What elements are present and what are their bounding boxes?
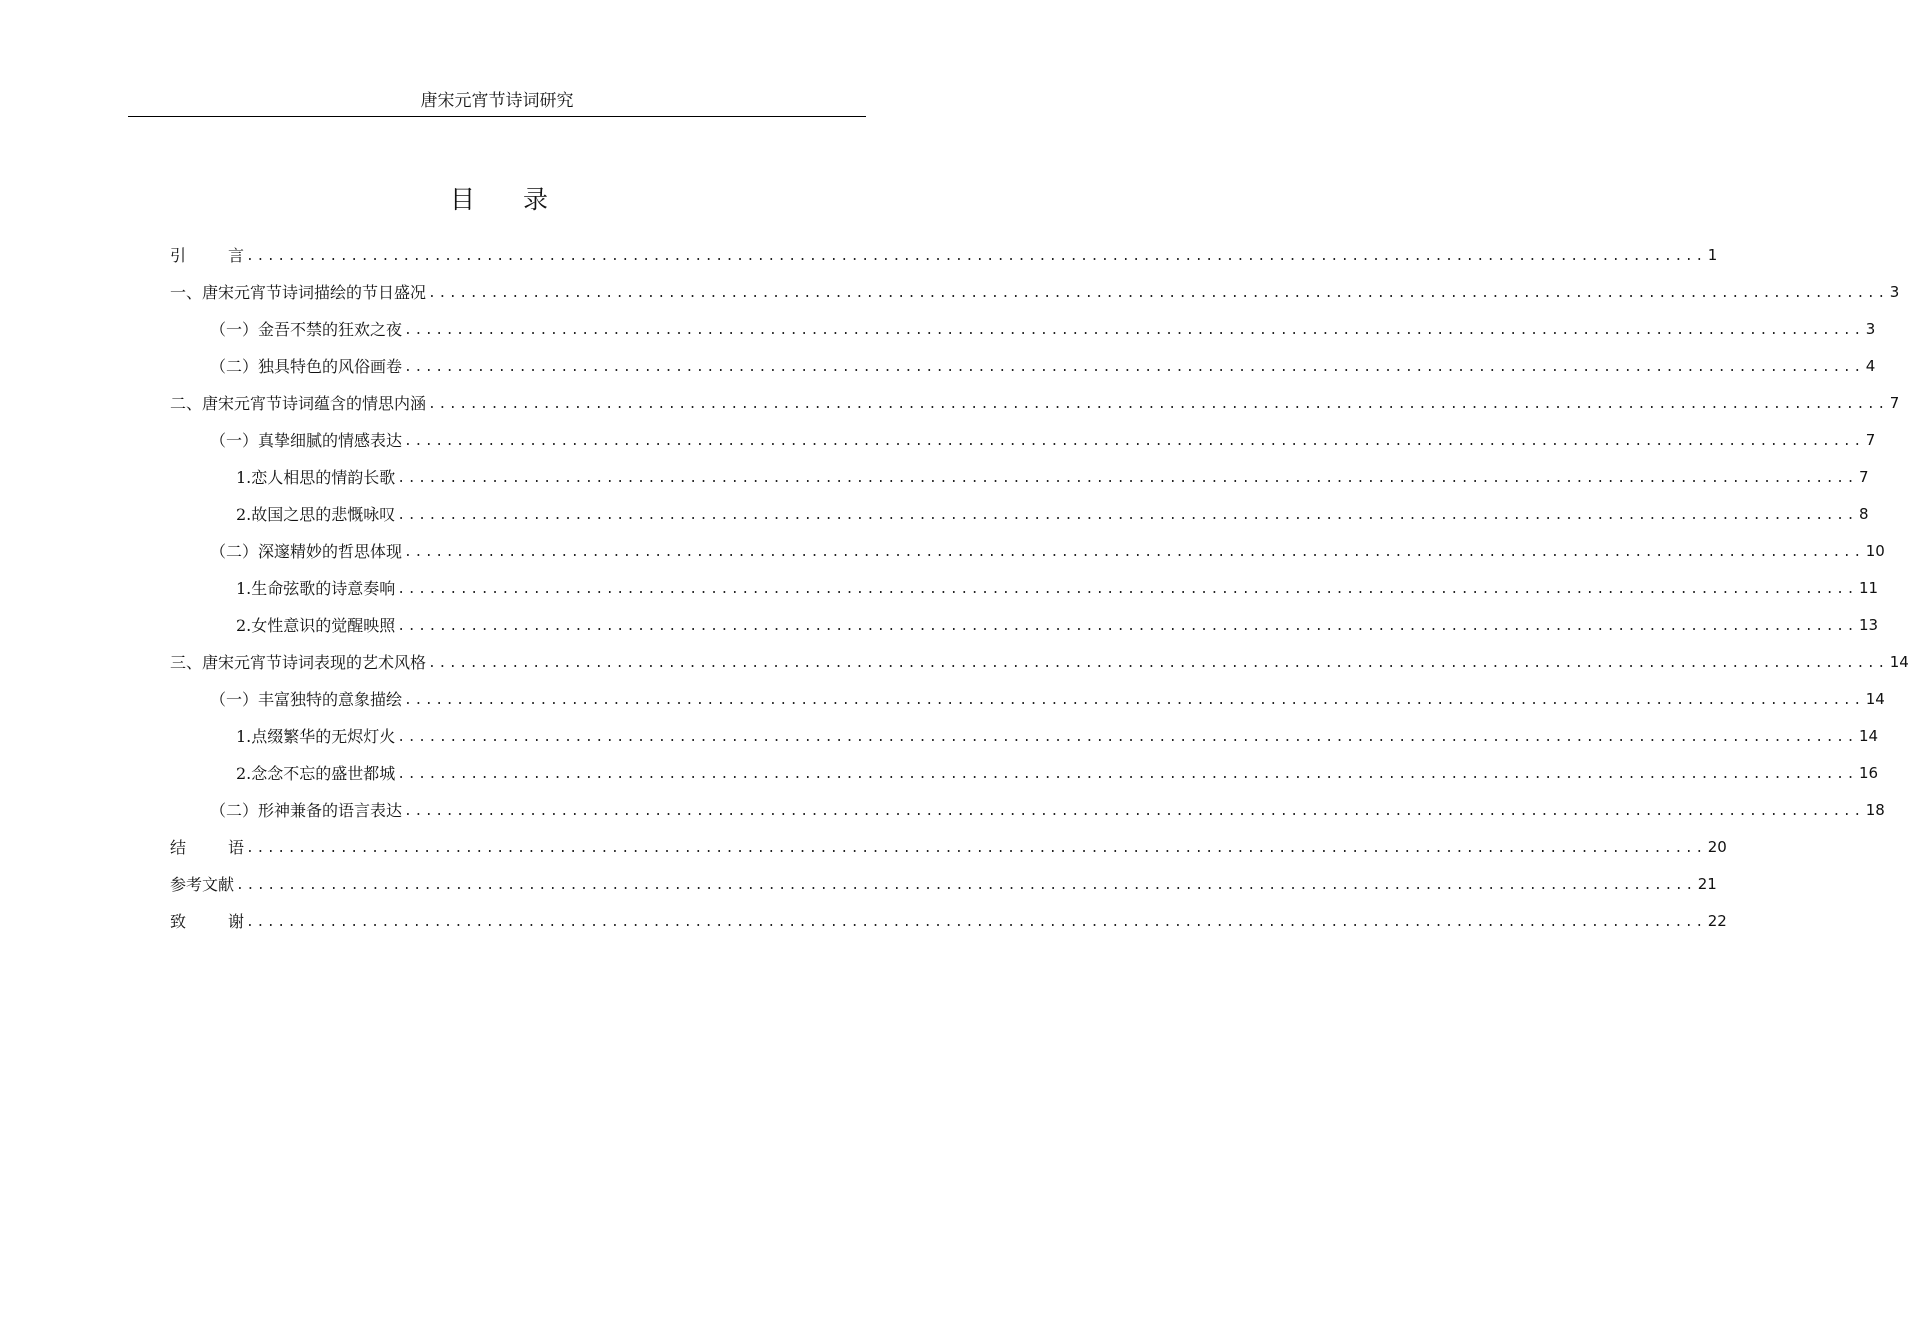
toc-page-number: 4 [1865,356,1876,375]
toc-entry-label: （二）形神兼备的语言表达 [210,801,403,820]
toc-page-number: 16 [1859,763,1879,782]
toc-entry[interactable] [170,347,1876,384]
toc-entry[interactable] [170,310,1876,347]
running-header-title: 唐宋元宵节诗词研究 [420,91,574,111]
toc-page-number: 18 [1865,800,1885,819]
toc-leader-dots: ............................................................................................................................................ [397,582,1858,597]
toc-page-number: 11 [1859,578,1879,597]
toc-title-right: 录 [523,185,549,214]
toc-page-number: 3 [1865,319,1876,338]
toc-entry-label: 1.恋人相思的情韵长歌 [236,468,396,487]
toc-entry-label: 1.点缀繁华的无烬灯火 [236,727,396,746]
running-header [128,90,866,117]
toc-entry[interactable] [170,421,1876,458]
toc-leader-dots: ............................................................................................................................................ [246,841,1706,856]
toc-entry-label-second: 言 [228,246,245,265]
toc-entry-label-second: 语 [228,838,245,857]
toc-entry-label: 1.生命弦歌的诗意奏响 [236,579,396,598]
toc-entry-label: （二）独具特色的风俗画卷 [210,357,403,376]
toc-leader-dots: ............................................................................................................................................ [404,323,1864,338]
toc-leader-dots: ............................................................................................................................................ [397,730,1858,745]
toc-entry[interactable] [170,606,1879,643]
toc-entry[interactable] [170,569,1879,606]
toc-page-number: 21 [1697,874,1717,893]
toc-entry[interactable] [170,273,1900,310]
toc-leader-dots: ............................................................................................................................................ [246,915,1706,930]
toc-entry[interactable] [170,828,1727,865]
toc-entry[interactable] [170,384,1900,421]
toc-page-number: 1 [1707,245,1718,264]
toc-leader-dots: ............................................................................................................................................ [397,767,1858,782]
toc-leader-dots: ............................................................................................................................................ [428,397,1888,412]
toc-entry-label [170,243,244,266]
toc-page-number: 10 [1865,541,1885,560]
toc-leader-dots: ............................................................................................................................................ [428,286,1888,301]
toc-entry[interactable] [170,643,1909,680]
toc-entry[interactable] [170,902,1727,939]
toc-entry-label [170,835,244,858]
toc-page-number: 22 [1707,911,1727,930]
toc-leader-dots: ............................................................................................................................................ [404,804,1864,819]
toc-leader-dots: ............................................................................................................................................ [246,249,1706,264]
toc-leader-dots: ............................................................................................................................................ [404,434,1864,449]
toc-entry[interactable] [170,532,1885,569]
toc-page-number: 3 [1889,282,1900,301]
toc-entry-label: （二）深邃精妙的哲思体现 [210,542,403,561]
toc-entry-label: 二、唐宋元宵节诗词蕴含的情思内涵 [170,394,427,413]
toc-entry[interactable] [170,754,1879,791]
toc-entry-label-first: 致 [170,912,187,931]
toc-entry-label: （一）丰富独特的意象描绘 [210,690,403,709]
toc-entry-label-first: 引 [170,246,187,265]
toc-page-number: 8 [1859,504,1869,523]
toc-leader-dots: ............................................................................................................................................ [404,360,1864,375]
toc-entry-label: 2.念念不忘的盛世都城 [236,764,396,783]
toc-entry[interactable] [170,791,1885,828]
toc-entry-label-second: 谢 [228,912,245,931]
toc-page-number: 7 [1859,467,1869,486]
toc-entry[interactable] [170,680,1885,717]
toc-leader-dots: ............................................................................................................................................ [397,471,1858,486]
toc-page-number: 7 [1865,430,1876,449]
toc-title [0,182,998,218]
toc-page-number: 7 [1889,393,1900,412]
toc-leader-dots: ............................................................................................................................................ [404,545,1864,560]
toc-page-number: 14 [1865,689,1885,708]
toc-entry-label: 一、唐宋元宵节诗词描绘的节日盛况 [170,283,427,302]
toc-page-number: 14 [1859,726,1879,745]
toc-entry[interactable] [170,236,1718,273]
toc-page-number: 13 [1859,615,1879,634]
toc-entry[interactable] [170,865,1717,902]
toc-entry[interactable] [170,495,1869,532]
toc-entry-label: （一）真挚细腻的情感表达 [210,431,403,450]
toc-leader-dots: ............................................................................................................................................ [397,508,1858,523]
toc-entry-label: 2.女性意识的觉醒映照 [236,616,396,635]
toc-entry[interactable] [170,717,1879,754]
toc-leader-dots: ............................................................................................................................................ [428,656,1888,671]
toc-entry-label-first: 结 [170,838,187,857]
toc-entry-label: 2.故国之思的悲慨咏叹 [236,505,396,524]
toc-entry-label: 三、唐宋元宵节诗词表现的艺术风格 [170,653,427,672]
toc-entry-label [170,909,244,932]
toc-page-number: 14 [1889,652,1909,671]
toc-entry[interactable] [170,458,1869,495]
toc-list [170,236,1909,939]
toc-title-left: 目 [449,185,475,214]
toc-entry-label: 参考文献 [170,875,235,894]
toc-entry-label: （一）金吾不禁的狂欢之夜 [210,320,403,339]
toc-leader-dots: ............................................................................................................................................ [404,693,1864,708]
toc-leader-dots: ............................................................................................................................................ [236,878,1696,893]
toc-leader-dots: ............................................................................................................................................ [397,619,1858,634]
toc-page-number: 20 [1707,837,1727,856]
